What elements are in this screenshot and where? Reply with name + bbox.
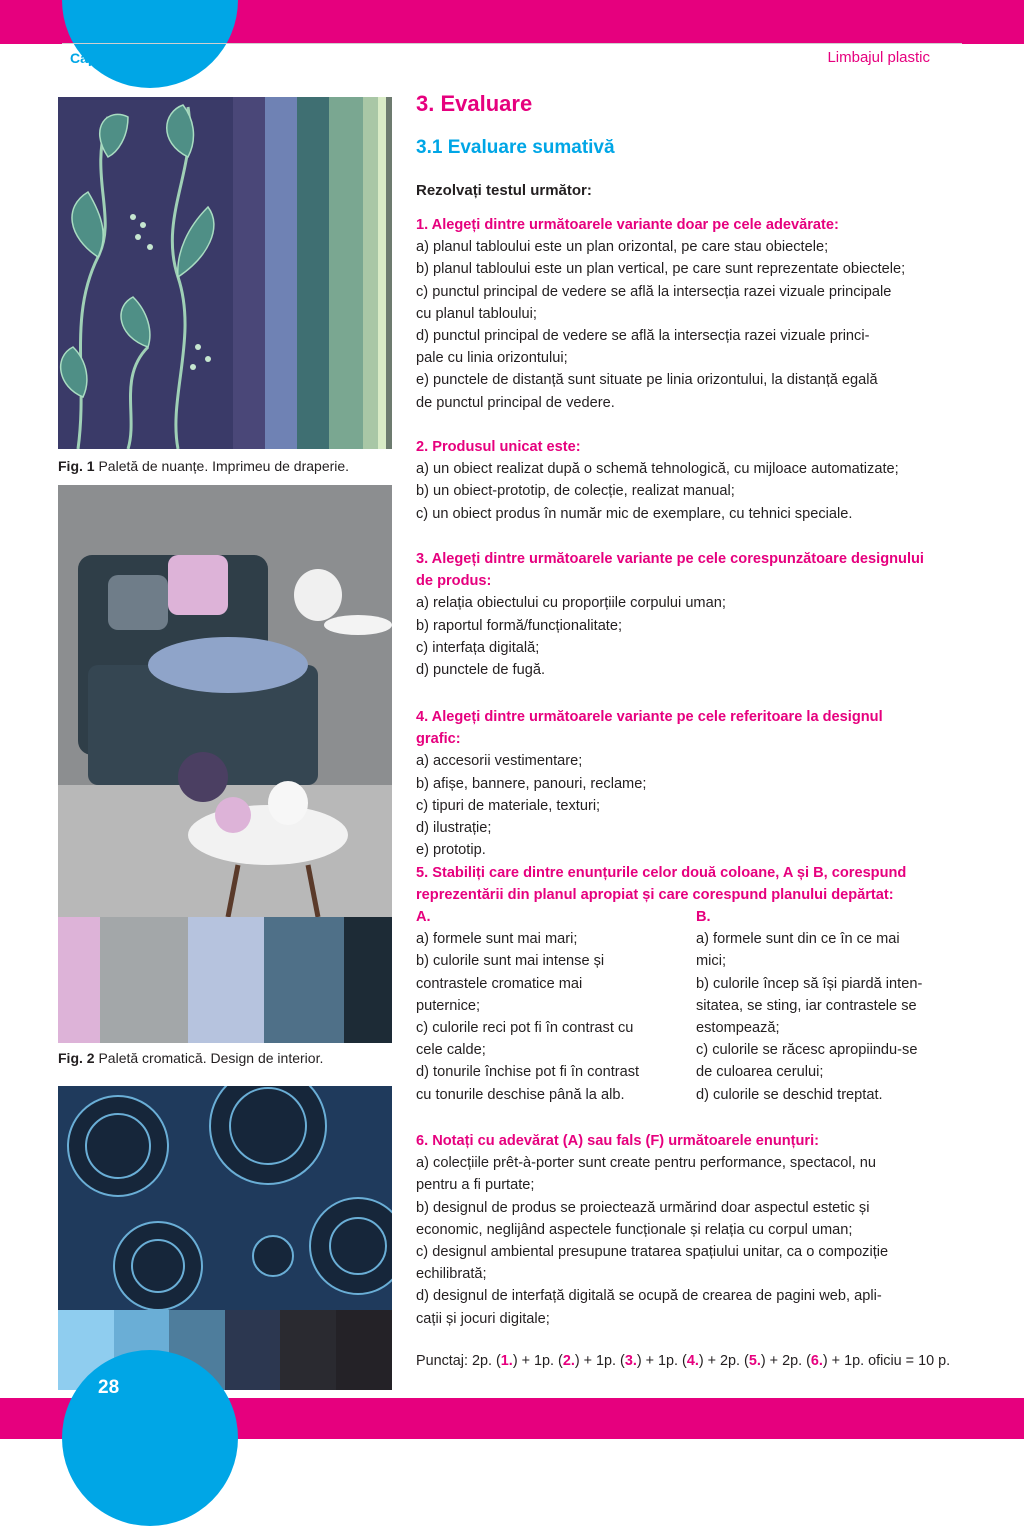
col-b-line-6: c) culorile se răcesc apropiindu-se [696,1042,918,1059]
question-4 [416,706,930,861]
page-number: 28 [98,1377,120,1398]
question-6 [416,1130,930,1330]
q1-line-8: de punctul principal de vedere. [416,394,615,411]
q2-line-1: a) un obiect realizat după o schemă tehnologică, cu mijloace automatizate; [416,461,899,478]
fig1-swatch-7 [386,97,392,449]
fig2-swatch-3 [188,917,264,1043]
col-b-line-2: mici; [696,953,726,970]
q1-line-6: pale cu linia orizontului; [416,350,568,367]
col-b-line-4: sitatea, se sting, iar contrastele se [696,997,917,1014]
q4-line-4: d) ilustrație; [416,820,492,837]
score-sep-1: ) + 1p. ( [512,1353,563,1369]
figure-1-label: Fig. 1 [58,458,95,474]
question-4-title: 4. Alegeți dintre următoarele variante pe cele referitoare la designul grafic: [416,709,883,748]
q6-line-7: d) designul de interfață digitală se ocupă de crearea de pagini web, apli- [416,1288,882,1305]
fig2-swatch-4 [264,917,344,1043]
question-1 [416,214,930,414]
col-a-line-3: contrastele cromatice mai [416,975,583,992]
score-sep-6: ) + 1p. oficiu = 10 p. [822,1353,951,1369]
header-circle [62,0,238,88]
chapter-label: Capitolul I [70,50,138,66]
product-photo [58,1086,392,1310]
q1-line-5: d) punctul principal de vedere se află la intersecția razei vizuale princi- [416,328,870,345]
column-b-heading: B. [696,909,711,925]
q3-line-3: c) interfața digitală; [416,639,540,656]
question-2 [416,436,930,525]
q3-line-4: d) punctele de fugă. [416,662,546,679]
q4-line-2: b) afișe, bannere, panouri, reclame; [416,775,647,792]
fig2-palette [58,917,392,1043]
col-a-line-8: cu tonurile deschise până la alb. [416,1086,625,1103]
col-a-line-7: d) tonurile închise pot fi în contrast [416,1064,640,1081]
fig3-swatch-5 [280,1310,336,1390]
fig3-swatch-4 [225,1310,280,1390]
test-intro: Rezolvați testul următor: [416,182,592,199]
q3-line-1: a) relația obiectului cu proporțiile corpului uman; [416,595,726,612]
q2-line-2: b) un obiect-prototip, de colecție, realizat manual; [416,483,735,500]
q1-line-1: a) planul tabloului este un plan orizontal, pe care stau obiectele; [416,239,829,256]
figure-3 [58,1086,392,1390]
col-a-line-2: b) culorile sunt mai intense și [416,953,605,970]
fig2-swatch-1 [58,917,100,1043]
fig1-swatch-5 [363,97,378,449]
section-subtitle: 3.1 Evaluare sumativă [416,137,615,158]
figure-2-label: Fig. 2 [58,1050,95,1066]
fig1-swatch-3 [297,97,329,449]
column-a [416,906,676,1106]
section-title: 3. Evaluare [416,91,533,116]
question-5 [416,862,930,906]
score-q5: 5. [748,1353,761,1369]
fig2-swatch-5 [344,917,392,1043]
figure-1-caption [58,458,349,474]
score-sep-3: ) + 1p. ( [636,1353,687,1369]
fig3-swatch-6 [336,1310,392,1390]
figure-2 [58,485,392,1043]
q2-line-3: c) un obiect produs în număr mic de exemplare, cu tehnici speciale. [416,505,853,522]
col-a-line-6: cele calde; [416,1042,486,1059]
q6-line-8: cații și jocuri digitale; [416,1310,550,1327]
fig1-swatch-1 [233,97,265,449]
q1-line-2: b) planul tabloului este un plan vertical, pe care sunt reprezentate obiectele; [416,261,906,278]
figure-1 [58,97,392,449]
q6-line-1: a) colecțiile prêt-à-porter sunt create pentru performance, spectacol, nu [416,1155,876,1172]
column-a-heading: A. [416,909,431,925]
interior-photo [58,485,392,917]
fig1-swatch-6 [378,97,386,449]
score-q6: 6. [810,1353,823,1369]
q1-line-4: cu planul tabloului; [416,305,537,322]
col-b-line-5: estompează; [696,1020,780,1037]
score-sep-2: ) + 1p. ( [574,1353,625,1369]
score-line [416,1353,950,1369]
question-1-title: 1. Alegeți dintre următoarele variante doar pe cele adevărate: [416,217,839,233]
score-sep-5: ) + 2p. ( [760,1353,811,1369]
column-b [696,906,956,1106]
score-q1: 1. [500,1353,513,1369]
footer-circle [62,1350,238,1526]
fig1-swatch-4 [329,97,363,449]
score-q4: 4. [686,1353,699,1369]
figure-1-text: Paletă de nuanțe. Imprimeu de draperie. [98,458,350,474]
score-prefix: Punctaj: 2p. ( [416,1353,501,1369]
q6-line-3: b) designul de produs se proiectează urmărind doar aspectul estetic și [416,1199,870,1216]
score-q3: 3. [624,1353,637,1369]
question-6-title: 6. Notați cu adevărat (A) sau fals (F) următoarele enunțuri: [416,1133,820,1149]
q4-line-3: c) tipuri de materiale, texturi; [416,797,601,814]
col-b-line-1: a) formele sunt din ce în ce mai [696,931,900,948]
q1-line-3: c) punctul principal de vedere se află la intersecția razei vizuale principale [416,283,892,300]
col-b-line-3: b) culorile încep să își piardă inten- [696,975,923,992]
q3-line-2: b) raportul formă/funcționalitate; [416,617,623,634]
header-divider [62,43,962,44]
q6-line-5: c) designul ambiental presupune tratarea spațiului unitar, ca o compoziție [416,1244,889,1261]
question-2-title: 2. Produsul unicat este: [416,439,581,455]
q4-line-1: a) accesorii vestimentare; [416,753,583,770]
col-a-line-5: c) culorile reci pot fi în contrast cu [416,1020,634,1037]
q6-line-6: echilibrată; [416,1266,487,1283]
question-3-title: 3. Alegeți dintre următoarele variante pe cele corespunzătoare designului de produs: [416,551,924,590]
col-a-line-4: puternice; [416,997,481,1014]
subject-label: Limbajul plastic [827,49,930,66]
score-sep-4: ) + 2p. ( [698,1353,749,1369]
question-5-title: 5. Stabiliți care dintre enunțurile celor două coloane, A și B, corespund reprezentării din planul apropiat și care corespund planului depărtat: [416,865,907,904]
figure-2-caption [58,1050,323,1066]
figure-2-text: Paletă cromatică. Design de interior. [98,1050,324,1066]
drapery-print-image [58,97,233,449]
col-a-line-1: a) formele sunt mai mari; [416,931,578,948]
q1-line-7: e) punctele de distanță sunt situate pe linia orizontului, la distanță egală [416,372,878,389]
col-b-line-7: de culoarea cerului; [696,1064,824,1081]
question-3 [416,548,930,681]
col-b-line-8: d) culorile se deschid treptat. [696,1086,883,1103]
score-q2: 2. [562,1353,575,1369]
q4-line-5: e) prototip. [416,842,486,859]
q6-line-4: economic, neglijând aspectele funcționale și relația cu corpul uman; [416,1221,853,1238]
fig2-swatch-2 [100,917,188,1043]
q6-line-2: pentru a fi purtate; [416,1177,535,1194]
fig1-swatch-2 [265,97,297,449]
